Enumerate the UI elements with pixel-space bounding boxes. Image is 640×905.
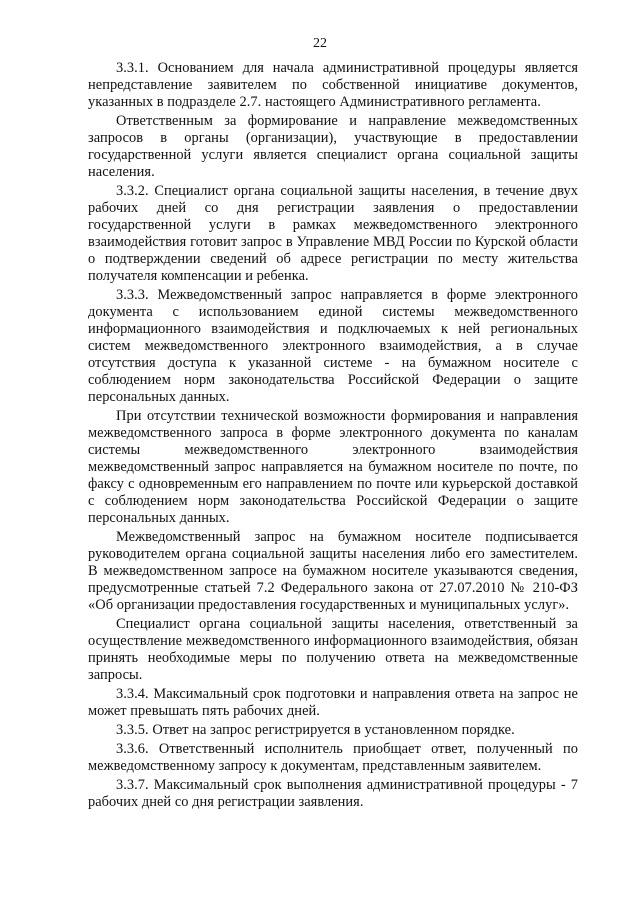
paragraph-responsible: Ответственным за формирование и направление межведомственных запросов в органы (организации), участвующие в предоставлении государственной услуги является специалист органа социальной защиты населения. bbox=[88, 113, 578, 180]
paragraph-3-3-4: 3.3.4. Максимальный срок подготовки и направления ответа на запрос не может превышать пять рабочих дней. bbox=[88, 686, 578, 719]
paragraph-3-3-3: 3.3.3. Межведомственный запрос направляется в форме электронного документа с использованием единой системы межведомственного информационного взаимодействия и подключаемых к ней региональных систем межведомственного электронного взаимодействия, а в случае отсутствия доступа к указанной системе - на бумажном носителе с соблюдением норм законодательства Российской Федерации о защите персональных данных. bbox=[88, 287, 578, 405]
paragraph-specialist-obliged: Специалист органа социальной защиты населения, ответственный за осуществление межведомственного информационного взаимодействия, обязан принять необходимые меры по получению ответа на межведомственные запросы. bbox=[88, 616, 578, 683]
paragraph-3-3-2: 3.3.2. Специалист органа социальной защиты населения, в течение двух рабочих дней со дня регистрации заявления о предоставлении государственной услуги в рамках межведомственного электронного взаимодействия готовит запрос в Управление МВД России по Курской области о подтверждении сведений об адресе регистрации по месту жительства получателя компенсации и ребенка. bbox=[88, 183, 578, 284]
paragraph-3-3-1: 3.3.1. Основанием для начала административной процедуры является непредставление заявителем по собственной инициативе документов, указанных в подразделе 2.7. настоящего Административного регламента. bbox=[88, 60, 578, 110]
page-number: 22 bbox=[313, 36, 327, 51]
document-body bbox=[88, 60, 578, 811]
paragraph-paper-request: Межведомственный запрос на бумажном носителе подписывается руководителем органа социальной защиты населения либо его заместителем. В межведомственном запросе на бумажном носителе указываются сведения, предусмотренные статьей 7.2 Федерального закона от 27.07.2010 № 210-ФЗ «Об организации предоставления государственных и муниципальных услуг». bbox=[88, 529, 578, 613]
paragraph-3-3-5: 3.3.5. Ответ на запрос регистрируется в установленном порядке. bbox=[116, 722, 515, 738]
paragraph-3-3-6: 3.3.6. Ответственный исполнитель приобщает ответ, полученный по межведомственному запросу к документам, представленным заявителем. bbox=[88, 741, 578, 774]
paragraph-3-3-7: 3.3.7. Максимальный срок выполнения административной процедуры - 7 рабочих дней со дня регистрации заявления. bbox=[88, 777, 578, 810]
paragraph-no-technical-possibility: При отсутствии технической возможности формирования и направления межведомственного запроса в форме электронного документа по каналам системы межведомственного электронного взаимодействия межведомственный запрос направляется на бумажном носителе по почте, по факсу с одновременным его направлением по почте или курьерской доставкой с соблюдением норм законодательства Российской Федерации о защите персональных данных. bbox=[88, 408, 578, 526]
